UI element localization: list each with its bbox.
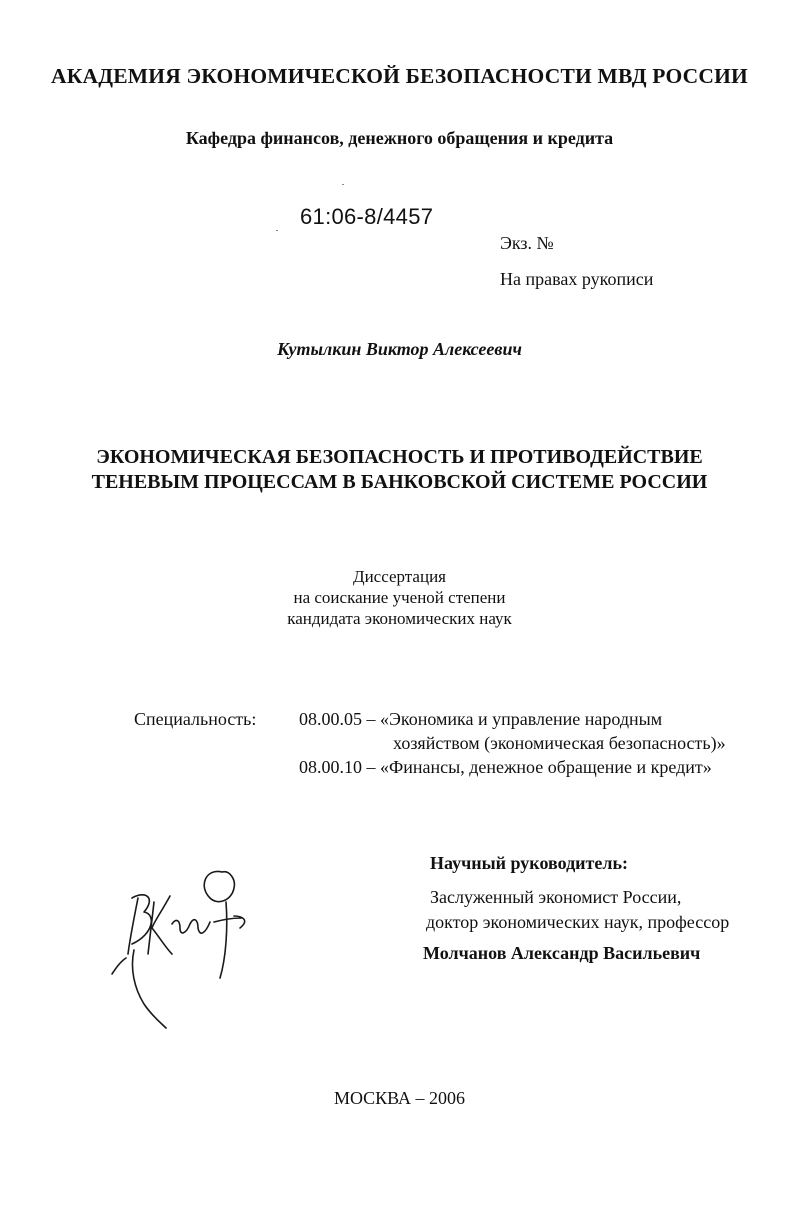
department-name: Кафедра финансов, денежного обращения и кредита bbox=[185, 128, 614, 148]
degree-line-3: кандидата экономических наук bbox=[287, 609, 512, 628]
scan-speck bbox=[276, 230, 278, 231]
dissertation-title bbox=[0, 445, 799, 495]
specialty-item-2: 08.00.10 – «Финансы, денежное обращение и кредит» bbox=[299, 757, 712, 777]
author-name: Кутылкин Виктор Алексеевич bbox=[277, 339, 522, 359]
specialty-item-1-continued: хозяйством (экономическая безопасность)» bbox=[393, 733, 726, 753]
supervisor-title-2: доктор экономических наук, профессор bbox=[426, 912, 730, 932]
supervisor-name: Молчанов Александр Васильевич bbox=[423, 943, 701, 963]
title-line-1: ЭКОНОМИЧЕСКАЯ БЕЗОПАСНОСТЬ И ПРОТИВОДЕЙСТВИЕ bbox=[96, 446, 703, 468]
copy-number-label: Экз. № bbox=[500, 233, 554, 253]
academy-name: АКАДЕМИЯ ЭКОНОМИЧЕСКОЙ БЕЗОПАСНОСТИ МВД РОССИИ bbox=[51, 64, 748, 88]
manuscript-rights: На правах рукописи bbox=[500, 269, 654, 289]
city-year: МОСКВА – 2006 bbox=[333, 1088, 466, 1108]
specialty-item-1: 08.00.05 – «Экономика и управление народным bbox=[299, 709, 663, 729]
signature-icon bbox=[110, 858, 270, 1033]
degree-block bbox=[0, 566, 799, 629]
supervisor-title-1: Заслуженный экономист России, bbox=[430, 887, 682, 907]
title-line-2: ТЕНЕВЫМ ПРОЦЕССАМ В БАНКОВСКОЙ СИСТЕМЕ РОССИИ bbox=[91, 471, 708, 493]
scan-speck bbox=[342, 184, 344, 185]
degree-line-2: на соискание ученой степени bbox=[293, 588, 506, 607]
specialty-label: Специальность: bbox=[134, 709, 257, 729]
degree-line-1: Диссертация bbox=[352, 567, 446, 586]
catalog-number: 61:06-8/4457 bbox=[300, 204, 434, 229]
supervisor-heading: Научный руководитель: bbox=[430, 853, 628, 873]
